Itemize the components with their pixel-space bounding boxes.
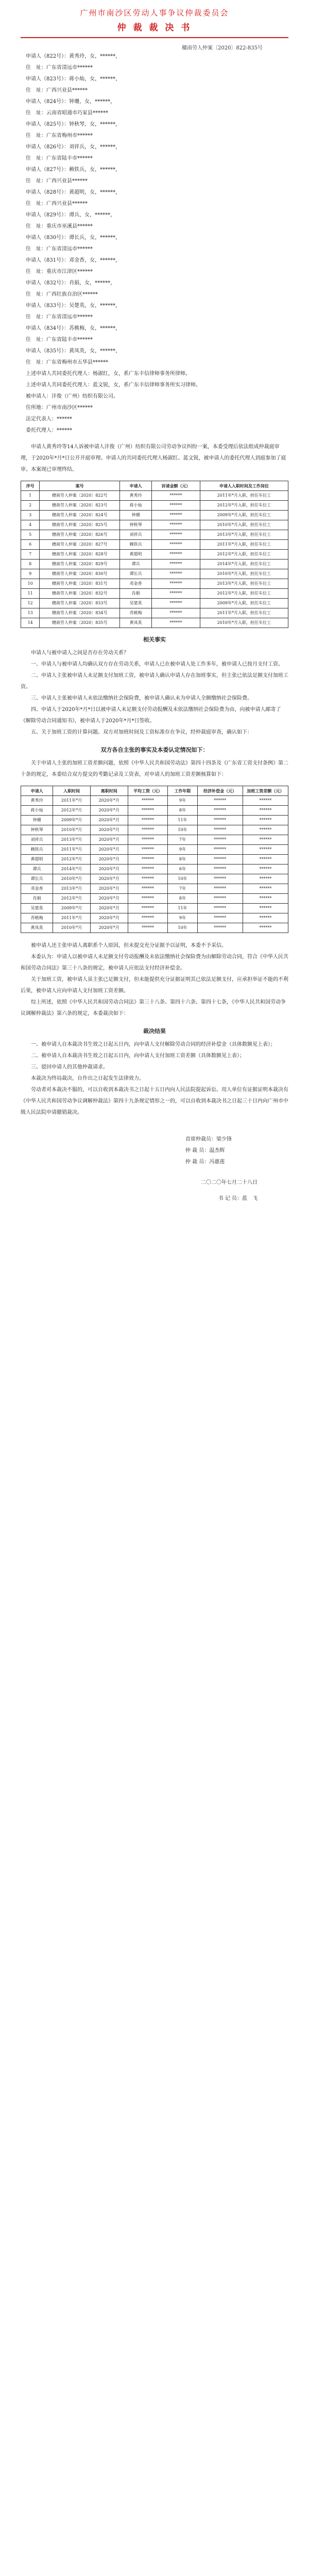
party-line: 法定代表人：******: [26, 416, 72, 422]
ruling-paragraph: 三、驳回申请人的其他仲裁请求。: [31, 1064, 108, 1070]
table-cell: ******: [128, 884, 168, 894]
table-cell: ******: [197, 855, 243, 865]
table-cell: 11: [21, 589, 40, 599]
table-cell: ******: [243, 835, 288, 845]
table-cell: 2013年*月: [53, 884, 91, 894]
table-cell: ******: [152, 618, 200, 628]
table-cell: 2020年*月: [90, 865, 128, 874]
table-cell: 13: [21, 608, 40, 618]
table-cell: 2009年*月: [53, 816, 91, 825]
table-row: [21, 845, 288, 855]
table-cell: ******: [243, 865, 288, 874]
table-cell: ******: [128, 874, 168, 884]
party-line: 住 址：广东省陆丰市******: [26, 156, 93, 161]
table-cell: 蒋小灿: [21, 806, 53, 816]
table-cell: 钟珊: [120, 511, 152, 520]
table-header-cell: 工作年限: [168, 786, 197, 796]
table-cell: 穗南劳人仲案〔2020〕825号: [40, 520, 120, 530]
table-header-cell: 离职时间: [90, 786, 128, 796]
table-row: [21, 865, 288, 874]
table-cell: 2012年*月入职，担任车位工: [200, 589, 288, 599]
party-line: 申请人（824号）：钟珊，女，******，: [26, 99, 116, 105]
parties-section: [21, 51, 288, 436]
table-cell: ******: [243, 845, 288, 855]
table-cell: 2011年*月: [53, 845, 91, 855]
table-cell: 吴楚英: [120, 599, 152, 608]
table-cell: 钟秋琴: [21, 825, 53, 835]
table-cell: 谭兵: [120, 560, 152, 569]
table-header-cell: 序号: [21, 481, 40, 491]
table-cell: ******: [243, 923, 288, 933]
table-cell: ******: [243, 796, 288, 806]
table-cell: ******: [152, 569, 200, 579]
party-line: 申请人（826号）：刘祥兵，女，******，: [26, 144, 121, 150]
table-cell: ******: [128, 816, 168, 825]
table-cell: 穗南劳人仲案〔2020〕827号: [40, 540, 120, 550]
party-line: 申请人（830号）：谭长兵，女，******，: [26, 235, 121, 241]
table-cell: 2009年*月入职，担任车位工: [200, 599, 288, 608]
table-cell: 苏桃梅: [21, 913, 53, 923]
fact-paragraph: 三、申请人主张被申请人未依法缴纳社会保险费，被申请人确认未为申请人全额缴纳社会保险费。: [31, 696, 252, 701]
party-line: 住 址：广东省陆丰市******: [26, 337, 93, 343]
compensation-table: [21, 786, 288, 933]
table-cell: ******: [128, 796, 168, 806]
table-row: [21, 923, 288, 933]
table-row: [21, 569, 288, 579]
table-cell: ******: [128, 913, 168, 923]
table-cell: ******: [197, 806, 243, 816]
document-header: [21, 7, 288, 33]
table-cell: 2010年*月入职，担任车位工: [200, 569, 288, 579]
party-line: 住 址：重庆市江津区******: [26, 269, 93, 275]
table-cell: 7年: [168, 835, 197, 845]
fact-paragraph: 五、关于加班工资的计算问题。双方对加班时间及工资标准存在争议，经仲裁庭审查，确认如下：: [31, 730, 252, 735]
table-cell: 14: [21, 618, 40, 628]
table-cell: 11年: [168, 904, 197, 913]
table-cell: ******: [128, 923, 168, 933]
table-header-cell: 平均工资（元）: [128, 786, 168, 796]
table-row: [21, 530, 288, 540]
table-row: [21, 560, 288, 569]
table-cell: 赖铁兵: [21, 845, 53, 855]
fact-paragraph: 二、申请人主张被申请人未足额支付加班工资，被申请人确认申请人存在加班事实，但主张已依法足额支付加班工资。: [21, 673, 288, 690]
table-cell: ******: [197, 865, 243, 874]
table-cell: ******: [197, 894, 243, 904]
table-cell: ******: [128, 865, 168, 874]
signature-line: 仲 裁 员：温杰辉: [185, 1148, 225, 1154]
table-cell: ******: [197, 816, 243, 825]
section-calculation-title: 双方各自主张的事实及本委认定情况如下：: [100, 747, 209, 753]
party-line: 申请人（834号）：苏桃梅，女，******，: [26, 326, 121, 331]
party-line: 申请人（822号）：黄秀玲，女，******，: [26, 54, 121, 59]
table-row: [21, 825, 288, 835]
table-cell: ******: [197, 796, 243, 806]
table-cell: 2020年*月: [90, 904, 128, 913]
table-cell: ******: [243, 913, 288, 923]
table-cell: 穗南劳人仲案〔2020〕834号: [40, 608, 120, 618]
table-cell: 9年: [168, 796, 197, 806]
party-line: 申请人（835号）：黄凤英，女，******，: [26, 348, 121, 354]
table-cell: 穗南劳人仲案〔2020〕824号: [40, 511, 120, 520]
table-cell: 黄超明: [120, 550, 152, 560]
table-cell: ******: [197, 825, 243, 835]
table-cell: 黄超明: [21, 855, 53, 865]
table-cell: 穗南劳人仲案〔2020〕823号: [40, 501, 120, 511]
table-row: [21, 835, 288, 845]
table-cell: ******: [197, 904, 243, 913]
table-cell: ******: [152, 491, 200, 501]
table-cell: 2020年*月: [90, 855, 128, 865]
table-cell: 黄秀玲: [120, 491, 152, 501]
table-cell: ******: [243, 825, 288, 835]
table-row: [21, 796, 288, 806]
table-cell: 黄凤英: [120, 618, 152, 628]
table-cell: 穗南劳人仲案〔2020〕822号: [40, 491, 120, 501]
table-cell: 10: [21, 579, 40, 589]
table-cell: ******: [152, 530, 200, 540]
table-cell: 2020年*月: [90, 796, 128, 806]
table-header-cell: 入职时间: [53, 786, 91, 796]
table-cell: 12: [21, 599, 40, 608]
table-cell: 4: [21, 520, 40, 530]
calculation-paragraph: 关于申请人主张的加班工资差额问题，依照《中华人民共和国劳动法》第四十四条及《广东省工资支付条例》第二十条的规定，本委结合双方提交的考勤记录及工资表，对申请人的加班工资差额核算如下：: [21, 760, 288, 777]
section-ruling-title: 裁决结果: [143, 1028, 166, 1035]
ruling-paragraph: 本裁决为终局裁决，自作出之日起发生法律效力。: [31, 1076, 144, 1081]
table-cell: ******: [152, 560, 200, 569]
table-cell: 穗南劳人仲案〔2020〕829号: [40, 560, 120, 569]
table-cell: 2013年*月入职，担任车位工: [200, 579, 288, 589]
party-line: 申请人（828号）：黄超明，女，******，: [26, 190, 121, 195]
opinion-paragraph: 综上所述，依照《中华人民共和国劳动合同法》第三十八条、第四十六条、第四十七条，《中华人民共和国劳动争议调解仲裁法》第六条的规定，本委裁决如下：: [21, 999, 286, 1016]
table-cell: 2012年*月: [53, 806, 91, 816]
table-cell: ******: [152, 511, 200, 520]
table-cell: ******: [128, 894, 168, 904]
party-line: 住 址：广东省清远市******: [26, 246, 93, 252]
table-cell: ******: [152, 501, 200, 511]
table-row: [21, 540, 288, 550]
party-line: 住 址：广西兴业县******: [26, 201, 88, 207]
table-cell: 2011年*月入职，担任车位工: [200, 491, 288, 501]
table-cell: 黄秀玲: [21, 796, 53, 806]
table-cell: 邓金香: [21, 884, 53, 894]
table-cell: ******: [128, 855, 168, 865]
party-line: 住 址：广西壮族自治区******: [26, 292, 98, 297]
party-line: 申请人（832号）：肖娟，女，******，: [26, 280, 116, 286]
table-cell: ******: [197, 884, 243, 894]
ruling-paragraph: 劳动者对本裁决不服的，可以自收到本裁决书之日起十五日内向人民法院提起诉讼。用人单位有证据证明本裁决有《中华人民共和国劳动争议调解仲裁法》第四十九条规定情形之一的，可以自收到本裁决书之日起三十日内向广州市中级人民法院申请撤销裁决。: [21, 1087, 288, 1115]
table-cell: 2014年*月入职，担任车位工: [200, 560, 288, 569]
table-row: [21, 511, 288, 520]
table-cell: ******: [197, 913, 243, 923]
calculation-section: [21, 758, 288, 781]
table-cell: 2020年*月: [90, 835, 128, 845]
table-row: [21, 806, 288, 816]
table-cell: 2010年*月: [53, 923, 91, 933]
party-line: 上述申请人共同委托代理人：杨淑红，女，系广东丰信律师事务所律师。: [26, 371, 191, 377]
table-cell: 2020年*月: [90, 923, 128, 933]
party-line: 住所地：广州市南沙区******: [26, 405, 93, 411]
table-cell: 穗南劳人仲案〔2020〕830号: [40, 569, 120, 579]
table-cell: 2012年*月: [53, 855, 91, 865]
table-cell: 苏桃梅: [120, 608, 152, 618]
table-cell: 2013年*月入职，担任车位工: [200, 530, 288, 540]
signature-block: [21, 1134, 288, 1168]
table-cell: 7年: [168, 884, 197, 894]
table-cell: ******: [197, 845, 243, 855]
party-line: 申请人（831号）：邓金香，女，******，: [26, 258, 121, 263]
table-cell: 肖娟: [120, 589, 152, 599]
table-cell: ******: [243, 874, 288, 884]
table-cell: 刘祥兵: [120, 530, 152, 540]
table-cell: 2020年*月: [90, 874, 128, 884]
table-cell: 谭长兵: [120, 569, 152, 579]
opinion-section: [21, 940, 288, 1020]
ruling-paragraph: 二、被申请人自本裁决书生效之日起五日内，向申请人支付加班工资差额（具体数额见上表）；: [31, 1053, 245, 1059]
table-cell: 2010年*月入职，担任车位工: [200, 520, 288, 530]
table-row: [21, 816, 288, 825]
table-cell: 钟秋琴: [120, 520, 152, 530]
ruling-paragraph: 一、被申请人自本裁决书生效之日起五日内，向申请人支付解除劳动合同的经济补偿金（具体数额见上表）；: [31, 1042, 276, 1047]
table-cell: 2010年*月: [53, 874, 91, 884]
party-line: 委托代理人：******: [26, 428, 72, 433]
table-cell: 邓金香: [120, 579, 152, 589]
table-header-cell: 申请人入职时间及工作岗位: [200, 481, 288, 491]
opinion-paragraph: 关于加班工资，被申请人虽主张已足额支付，但未能提供充分证据证明其已依法足额支付，应承担举证不能的不利后果，被申请人应向申请人支付加班工资差额。: [21, 977, 288, 994]
table-cell: 8年: [168, 855, 197, 865]
table-cell: 穗南劳人仲案〔2020〕833号: [40, 599, 120, 608]
table-row: [21, 894, 288, 904]
table-header-cell: 经济补偿金（元）: [197, 786, 243, 796]
table-cell: ******: [243, 904, 288, 913]
table-cell: 10年: [168, 874, 197, 884]
table-cell: ******: [197, 874, 243, 884]
signature-line: 首席仲裁员：梁少锋: [185, 1137, 232, 1142]
party-line: 申请人（823号）：蒋小灿，女，******，: [26, 76, 121, 82]
party-line: 申请人（825号）：钟秋琴，女，******，: [26, 122, 121, 127]
table-header-cell: 申请人: [21, 786, 53, 796]
table-cell: 10年: [168, 923, 197, 933]
table-cell: 11年: [168, 816, 197, 825]
table-cell: 2020年*月: [90, 845, 128, 855]
party-line: 住 址：广西兴业县******: [26, 88, 88, 93]
table-cell: 9年: [168, 845, 197, 855]
table-cell: 10年: [168, 825, 197, 835]
table-cell: 2011年*月: [53, 913, 91, 923]
table-cell: ******: [243, 816, 288, 825]
table-cell: 穗南劳人仲案〔2020〕826号: [40, 530, 120, 540]
document-title: 仲 裁 裁 决 书: [117, 23, 192, 33]
table-cell: 2012年*月: [53, 894, 91, 904]
table-row: [21, 579, 288, 589]
table-cell: 3: [21, 511, 40, 520]
table-cell: ******: [243, 806, 288, 816]
table-row: [21, 491, 288, 501]
party-line: 申请人（827号）：赖铁兵，女，******，: [26, 167, 121, 173]
table-cell: 2020年*月: [90, 894, 128, 904]
table-row: [21, 855, 288, 865]
party-line: 住 址：广西兴业县******: [26, 178, 88, 184]
table-cell: ******: [152, 540, 200, 550]
table-cell: 谭兵: [21, 865, 53, 874]
table-cell: 2011年*月入职，担任车位工: [200, 608, 288, 618]
table-cell: 2: [21, 501, 40, 511]
table-cell: 2020年*月: [90, 806, 128, 816]
table-cell: ******: [152, 520, 200, 530]
table-cell: ******: [152, 608, 200, 618]
table-cell: 赖铁兵: [120, 540, 152, 550]
table-cell: 2009年*月入职，担任车位工: [200, 511, 288, 520]
case-list-table: [21, 481, 288, 628]
ruling-date: 二〇二〇年七月二十八日: [201, 1180, 258, 1185]
party-line: 住 址：广东省清远市******: [26, 65, 93, 71]
table-cell: 5: [21, 530, 40, 540]
table-cell: 穗南劳人仲案〔2020〕835号: [40, 618, 120, 628]
party-line: 被申请人：沣俊（广州）纺织有限公司。: [26, 394, 118, 399]
table-cell: ******: [152, 589, 200, 599]
table-cell: 穗南劳人仲案〔2020〕828号: [40, 550, 120, 560]
table-row: [21, 884, 288, 894]
table-cell: 6年: [168, 865, 197, 874]
table-row: [21, 874, 288, 884]
table-cell: 2011年*月: [53, 796, 91, 806]
party-line: 住 址：广东省梅州市******: [26, 133, 93, 139]
table-cell: 1: [21, 491, 40, 501]
table-cell: 2012年*月入职，担任车位工: [200, 501, 288, 511]
table-row: [21, 550, 288, 560]
intro-paragraph: 申请人黄秀玲等14人诉被申请人沣俊（广州）纺织有限公司劳动争议纠纷一案，本委受理后依法组成仲裁庭审理，于2020年*月*日公开开庭审理。申请人的共同委托代理人杨淑红、蓝文锐，被申请人的委托代理人到庭参加了庭审。本案现已审理终结。: [21, 444, 286, 472]
table-cell: 2020年*月: [90, 825, 128, 835]
table-row: [21, 589, 288, 599]
table-row: [21, 608, 288, 618]
table-cell: 刘祥兵: [21, 835, 53, 845]
opinion-paragraph: 被申请人还主张申请人离职系个人原因，但未提交充分证据予以证明，本委不予采信。: [31, 943, 227, 948]
table-cell: ******: [128, 806, 168, 816]
table-cell: ******: [197, 923, 243, 933]
table-header-cell: 诉请金额（元）: [152, 481, 200, 491]
table-cell: 9年: [168, 913, 197, 923]
table-cell: ******: [128, 825, 168, 835]
facts-section: [21, 648, 288, 738]
fact-paragraph: 申请人与被申请人之间是否存在劳动关系？: [31, 650, 129, 656]
table-cell: 6: [21, 540, 40, 550]
table-cell: 肖娟: [21, 894, 53, 904]
table-cell: 谭长兵: [21, 874, 53, 884]
party-line: 申请人（829号）：谭兵，女，******，: [26, 212, 116, 218]
table-header-cell: 申请人: [120, 481, 152, 491]
table-cell: ******: [128, 904, 168, 913]
table-cell: 2010年*月入职，担任车位工: [200, 618, 288, 628]
table-cell: 穗南劳人仲案〔2020〕831号: [40, 579, 120, 589]
ruling-section: [21, 1039, 288, 1118]
table-cell: ******: [243, 855, 288, 865]
intro-section: [21, 442, 288, 476]
table-cell: 2010年*月: [53, 825, 91, 835]
table-cell: ******: [128, 845, 168, 855]
case-number-row: [21, 43, 288, 51]
issuing-organization: 广州市南沙区劳动人事争议仲裁委员会: [80, 8, 229, 18]
table-cell: 8年: [168, 894, 197, 904]
table-cell: 钟珊: [21, 816, 53, 825]
party-line: 住 址：重庆市巫溪县******: [26, 224, 93, 229]
table-row: [21, 599, 288, 608]
table-cell: 8年: [168, 806, 197, 816]
party-line: 住 址：云南省昭通市巧家县******: [26, 110, 108, 116]
table-cell: 2013年*月: [53, 835, 91, 845]
clerk-line: 书 记 员：蓝 飞: [218, 1196, 258, 1201]
table-cell: 2011年*月入职，担任车位工: [200, 540, 288, 550]
party-line: 上述申请人共同委托代理人：蓝文锐，女，系广东丰信律师事务所实习律师。: [26, 382, 201, 388]
table-cell: 黄凤英: [21, 923, 53, 933]
table-cell: 穗南劳人仲案〔2020〕832号: [40, 589, 120, 599]
table-cell: ******: [152, 579, 200, 589]
party-line: 住 址：广东省清远市******: [26, 314, 93, 320]
table-row: [21, 618, 288, 628]
table-cell: ******: [152, 550, 200, 560]
fact-paragraph: 一、申请人与被申请人均确认双方存在劳动关系，申请人已在被申请人处工作多年，被申请人已按月支付工资。: [31, 662, 283, 667]
table-row: [21, 520, 288, 530]
table-row: [21, 501, 288, 511]
table-cell: ******: [152, 599, 200, 608]
table-cell: 蒋小灿: [120, 501, 152, 511]
table-cell: 2020年*月: [90, 884, 128, 894]
party-line: 住 址：广东省梅州市五华县******: [26, 360, 108, 365]
table-cell: ******: [197, 835, 243, 845]
table-cell: 7: [21, 550, 40, 560]
table-header-cell: 案号: [40, 481, 120, 491]
table-cell: 2014年*月: [53, 865, 91, 874]
signature-line: 仲 裁 员：冯惠莲: [185, 1159, 225, 1165]
table-cell: ******: [243, 894, 288, 904]
table-row: [21, 904, 288, 913]
table-cell: 2012年*月入职，担任车位工: [200, 550, 288, 560]
table-cell: 吴楚英: [21, 904, 53, 913]
fact-paragraph: 四、申请人于2020年*月*日以被申请人未足额支付劳动报酬及未依法缴纳社会保险费为由，向被申请人邮寄了《解除劳动合同通知书》，被申请人于2020年*月*日签收。: [21, 707, 281, 724]
header-divider: [21, 37, 288, 38]
table-cell: ******: [243, 884, 288, 894]
case-number: 穗南劳人仲案〔2020〕822-835号: [181, 45, 263, 51]
opinion-paragraph: 本委认为：申请人以被申请人未足额支付劳动报酬及未依法缴纳社会保险费为由解除劳动合同，符合《中华人民共和国劳动合同法》第三十八条的规定，被申请人应依法支付经济补偿金。: [21, 954, 288, 971]
party-line: 申请人（833号）：吴楚英，女，******，: [26, 303, 121, 309]
table-header-cell: 加班工资差额（元）: [243, 786, 288, 796]
table-cell: ******: [128, 835, 168, 845]
section-facts-title: 相关事实: [143, 636, 166, 643]
table-cell: 9: [21, 569, 40, 579]
table-cell: 2020年*月: [90, 816, 128, 825]
table-cell: 2020年*月: [90, 913, 128, 923]
table-row: [21, 913, 288, 923]
table-cell: 2009年*月: [53, 904, 91, 913]
table-cell: 8: [21, 560, 40, 569]
